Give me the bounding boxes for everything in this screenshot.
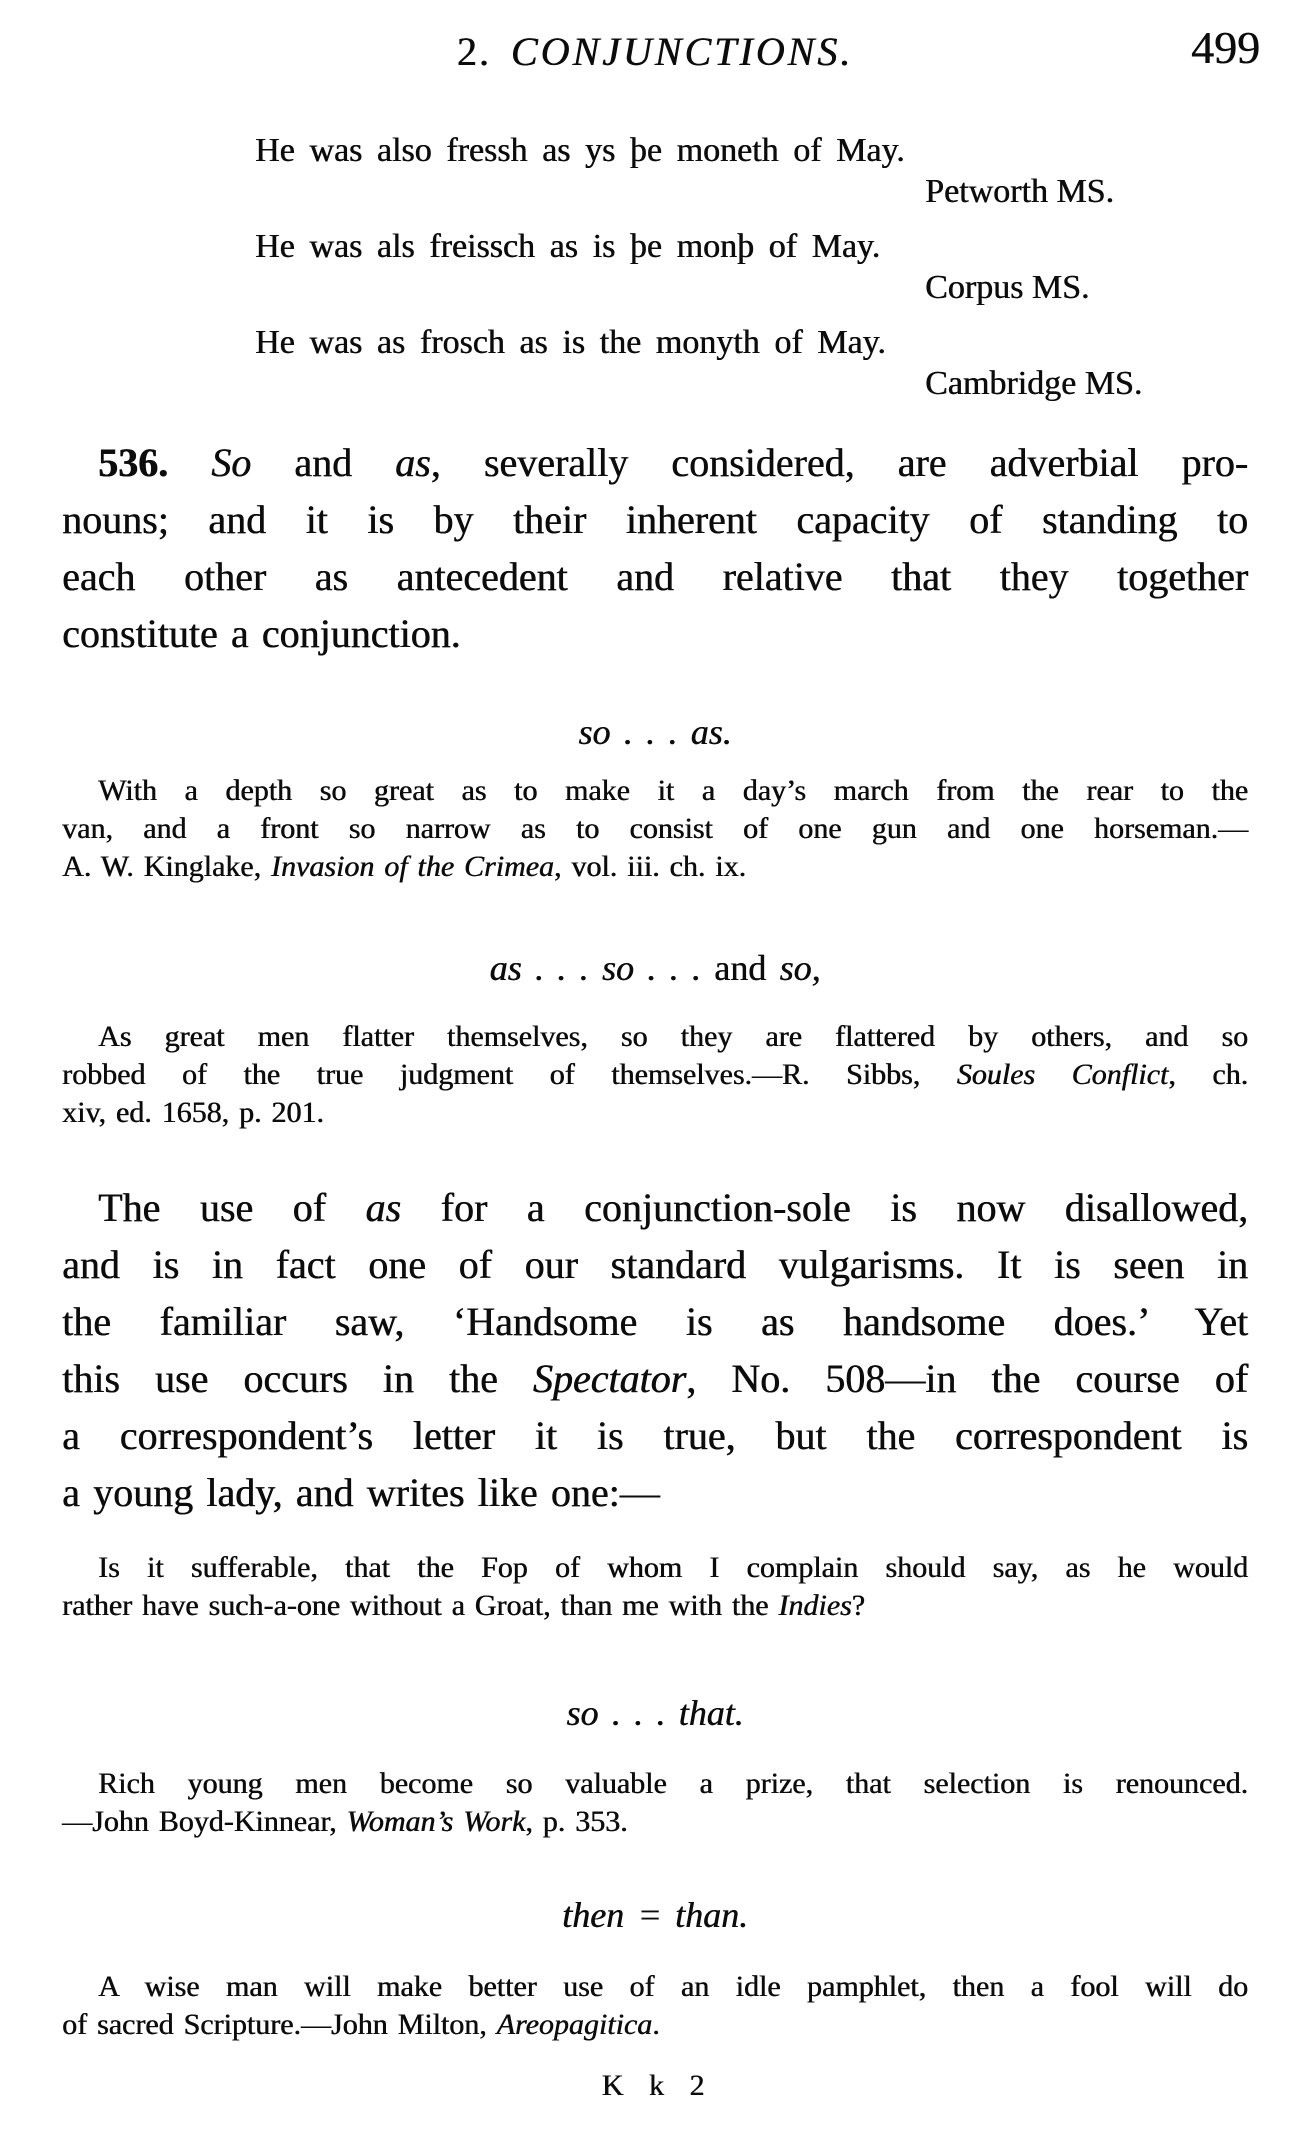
quote-kinglake	[62, 772, 1248, 886]
manuscript-quote-corpus	[255, 226, 1248, 308]
section-536-paragraph	[62, 434, 1248, 662]
text-line: each other as antecedent and relative that they together	[62, 554, 1248, 599]
quote-source: Cambridge MS.	[925, 365, 1143, 402]
text-line: —John Boyd-Kinnear, Woman’s Work, p. 353.	[62, 1805, 628, 1838]
subheading-so-that: so . . . that.	[566, 1693, 744, 1733]
subheading-then-than: then = than.	[562, 1895, 748, 1935]
text-line: a young lady, and writes like one:—	[62, 1470, 660, 1515]
text-line: The use of as for a conjunction-sole is now disallowed,	[98, 1185, 1248, 1230]
text-line: A wise man will make better use of an idle pamphlet, then a fool will do	[98, 1970, 1248, 2003]
text-line: Rich young men become so valuable a prize, that selection is renounced.	[98, 1767, 1248, 1800]
text-line: van, and a front so narrow as to consist of one gun and one horseman.—	[62, 812, 1248, 845]
subheading-so-as: so . . . as.	[578, 712, 732, 752]
subheading-as-so-and-so: as . . . so . . . and so,	[489, 948, 821, 988]
text-line: this use occurs in the Spectator, No. 508—in the course of	[62, 1356, 1248, 1401]
quote-spectator	[62, 1549, 1248, 1625]
commentary-paragraph	[62, 1179, 1248, 1521]
text-line: the familiar saw, ‘Handsome is as handsome does.’ Yet	[62, 1299, 1248, 1344]
quote-text: He was also fressh as ys þe moneth of May.	[255, 132, 905, 169]
text-line: of sacred Scripture.—John Milton, Areopagitica.	[62, 2008, 660, 2041]
text-line: and is in fact one of our standard vulgarisms. It is seen in	[62, 1242, 1248, 1287]
page-number: 499	[1191, 22, 1260, 73]
page-header	[62, 22, 1260, 78]
text-line: a correspondent’s letter it is true, but the correspondent is	[62, 1413, 1248, 1458]
text-line: xiv, ed. 1658, p. 201.	[62, 1096, 324, 1129]
running-title: 2. CONJUNCTIONS.	[456, 29, 854, 74]
text-line: With a depth so great as to make it a day’s march from the rear to the	[98, 774, 1248, 807]
quote-text: He was as frosch as is the monyth of May.	[255, 324, 886, 361]
text-line: constitute a conjunction.	[62, 611, 461, 656]
text-line: rather have such-a-one without a Groat, than me with the Indies?	[62, 1589, 865, 1622]
text-line: A. W. Kinglake, Invasion of the Crimea, vol. iii. ch. ix.	[62, 850, 746, 883]
text-line: 536. So and as, severally considered, are adverbial pro-	[98, 440, 1249, 485]
text-line: Is it sufferable, that the Fop of whom I complain should say, as he would	[98, 1551, 1248, 1584]
quote-source: Corpus MS.	[925, 269, 1090, 306]
signature-mark: K k 2	[601, 2069, 709, 2102]
manuscript-quotes	[255, 130, 1248, 404]
text-line: As great men flatter themselves, so they are flattered by others, and so	[98, 1020, 1248, 1053]
quote-text: He was als freissch as is þe monþ of May.	[255, 228, 881, 265]
quote-source: Petworth MS.	[925, 173, 1114, 210]
manuscript-quote-petworth	[255, 130, 1248, 212]
quote-milton	[62, 1968, 1248, 2044]
text-line: nouns; and it is by their inherent capacity of standing to	[62, 497, 1248, 542]
quote-boyd-kinnear	[62, 1765, 1248, 1841]
manuscript-quote-cambridge	[255, 322, 1248, 404]
quote-sibbs	[62, 1018, 1248, 1132]
text-line: robbed of the true judgment of themselves.—R. Sibbs, Soules Conflict, ch.	[62, 1058, 1249, 1091]
